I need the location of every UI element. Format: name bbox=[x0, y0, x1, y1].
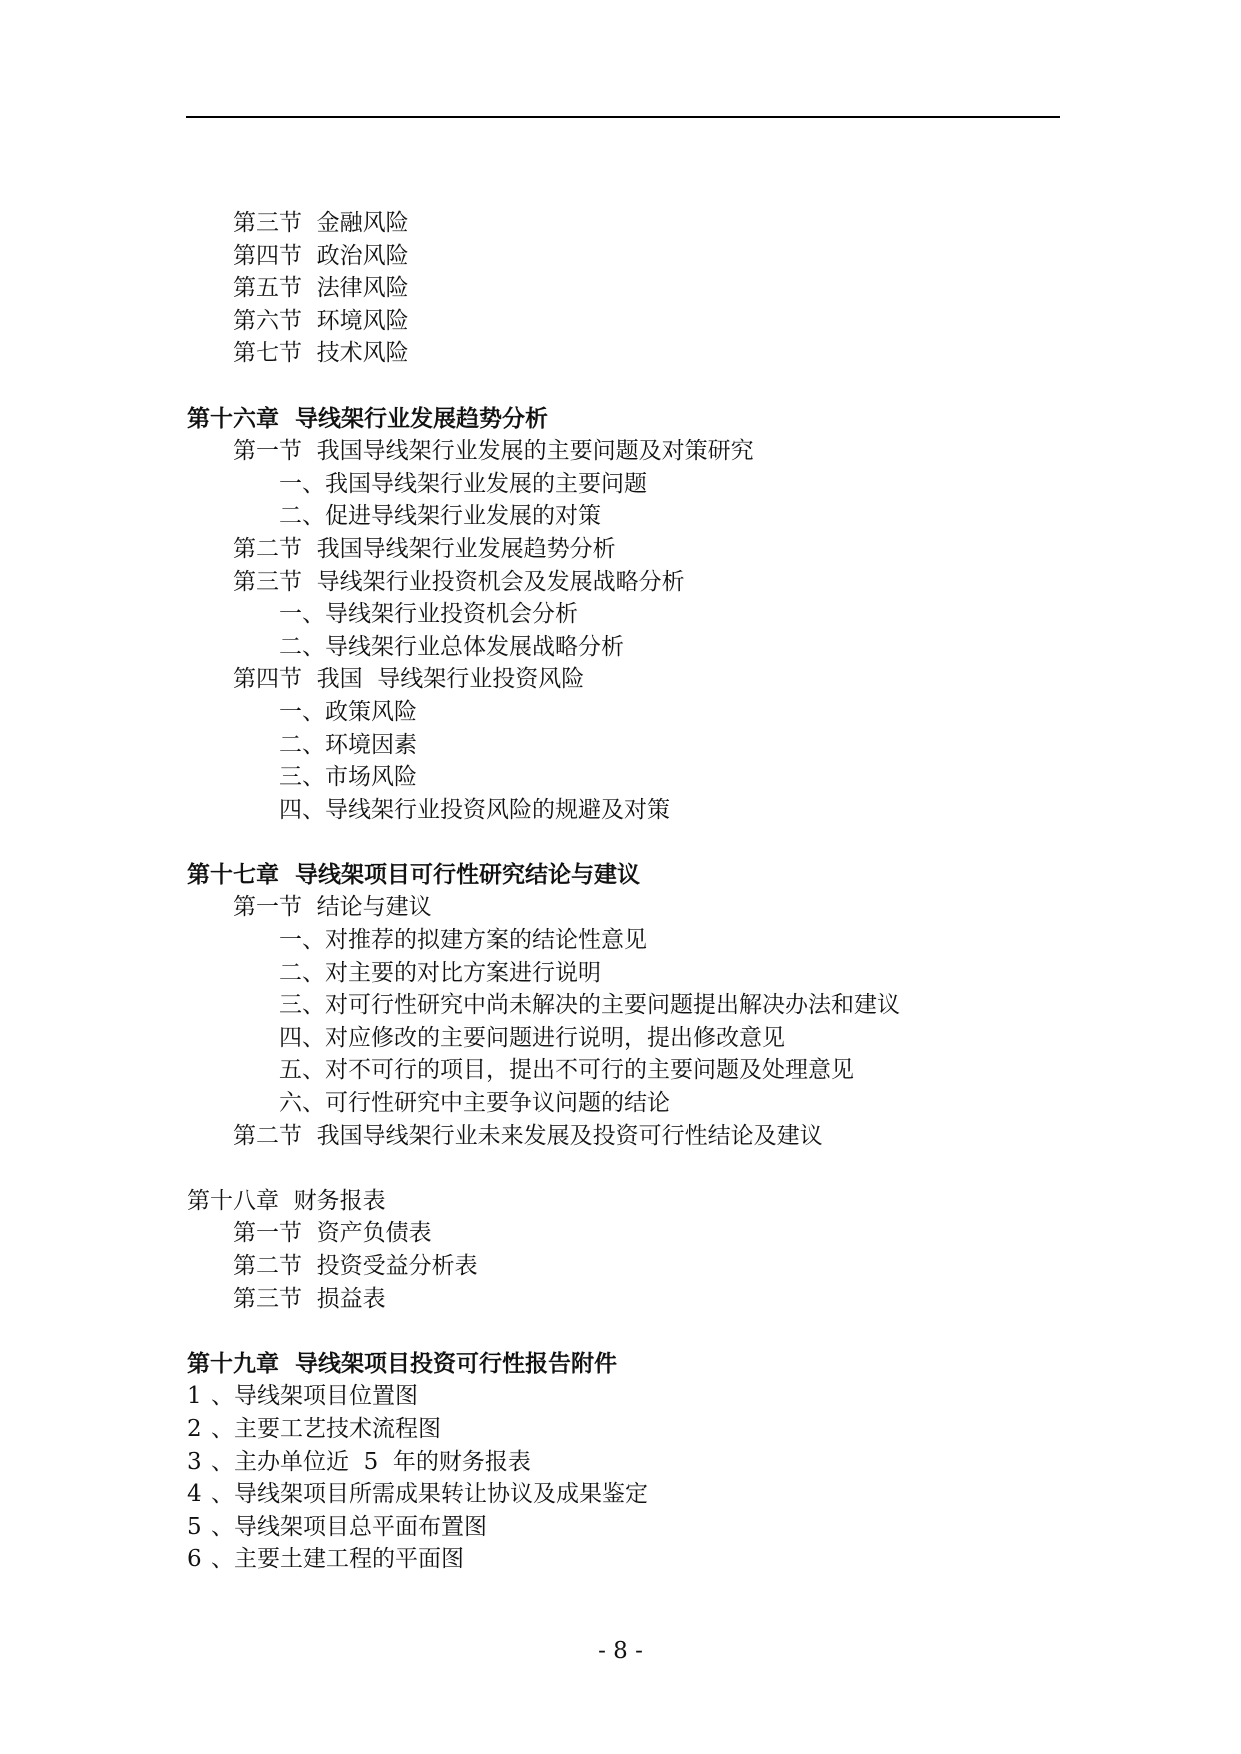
toc-item: 二、促进导线架行业发展的对策 bbox=[279, 503, 601, 530]
appendix-number: 1 bbox=[187, 1383, 202, 1410]
toc-section: 第三节 金融风险 bbox=[233, 210, 409, 236]
toc-item: 三、市场风险 bbox=[279, 764, 417, 791]
toc-appendix-item bbox=[187, 1413, 1057, 1446]
toc-appendix-item bbox=[187, 1511, 1057, 1544]
appendix-text: 、主要工艺技术流程图 bbox=[211, 1415, 441, 1442]
toc-item: 四、对应修改的主要问题进行说明，提出修改意见 bbox=[279, 1024, 785, 1051]
appendix-text: 、导线架项目总平面布置图 bbox=[211, 1513, 487, 1540]
appendix-text: 、导线架项目位置图 bbox=[211, 1383, 418, 1410]
toc-appendix-item bbox=[187, 1543, 1057, 1576]
toc-item: 五、对不可行的项目，提出不可行的主要问题及处理意见 bbox=[279, 1057, 854, 1084]
table-of-contents bbox=[187, 207, 1057, 1576]
toc-appendix-item bbox=[187, 1380, 1057, 1413]
toc-section: 第七节 技术风险 bbox=[233, 340, 409, 367]
toc-item: 三、对可行性研究中尚未解决的主要问题提出解决办法和建议 bbox=[279, 992, 900, 1019]
toc-item: 六、可行性研究中主要争议问题的结论 bbox=[279, 1090, 670, 1117]
appendix-text: 、导线架项目所需成果转让协议及成果鉴定 bbox=[211, 1481, 648, 1508]
toc-item: 一、导线架行业投资机会分析 bbox=[279, 601, 578, 628]
toc-section: 第二节 投资受益分析表 bbox=[233, 1253, 478, 1279]
toc-chapter-16: 第十六章 导线架行业发展趋势分析 bbox=[187, 404, 549, 432]
appendix-number: 6 bbox=[187, 1546, 202, 1573]
toc-section: 第四节 政治风险 bbox=[233, 242, 409, 269]
toc-item: 一、对推荐的拟建方案的结论性意见 bbox=[279, 927, 647, 954]
toc-item: 二、对主要的对比方案进行说明 bbox=[279, 959, 601, 986]
appendix-number: 2 bbox=[187, 1415, 202, 1442]
toc-item: 四、导线架行业投资风险的规避及对策 bbox=[279, 796, 670, 823]
appendix-text: 、主要土建工程的平面图 bbox=[211, 1546, 464, 1573]
appendix-number: 3 bbox=[187, 1448, 202, 1475]
appendix-number: 5 bbox=[187, 1513, 202, 1540]
toc-section: 第三节 导线架行业投资机会及发展战略分析 bbox=[233, 568, 685, 595]
toc-section: 第一节 我国导线架行业发展的主要问题及对策研究 bbox=[233, 438, 754, 465]
toc-section: 第一节 资产负债表 bbox=[233, 1220, 432, 1247]
toc-item: 一、政策风险 bbox=[279, 698, 417, 725]
toc-section: 第二节 我国导线架行业发展趋势分析 bbox=[233, 535, 616, 562]
toc-item: 一、我国导线架行业发展的主要问题 bbox=[279, 470, 647, 497]
page-number: - 8 - bbox=[598, 1638, 643, 1664]
toc-appendix-item bbox=[187, 1446, 1057, 1479]
toc-item: 二、导线架行业总体发展战略分析 bbox=[279, 633, 624, 660]
toc-chapter-18: 第十八章 财务报表 bbox=[187, 1187, 386, 1214]
header-rule bbox=[186, 116, 1060, 118]
toc-section: 第五节 法律风险 bbox=[233, 275, 409, 302]
toc-chapter-19: 第十九章 导线架项目投资可行性报告附件 bbox=[187, 1349, 618, 1377]
toc-section: 第六节 环境风险 bbox=[233, 307, 409, 334]
toc-section: 第二节 我国导线架行业未来发展及投资可行性结论及建议 bbox=[233, 1122, 823, 1149]
toc-section: 第一节 结论与建议 bbox=[233, 894, 432, 921]
toc-chapter-17: 第十七章 导线架项目可行性研究结论与建议 bbox=[187, 860, 641, 888]
appendix-number: 4 bbox=[187, 1481, 202, 1508]
toc-section: 第四节 我国 导线架行业投资风险 bbox=[233, 666, 585, 693]
toc-item: 二、环境因素 bbox=[279, 731, 417, 758]
toc-appendix-item bbox=[187, 1478, 1057, 1511]
appendix-text: 、主办单位近 5 年的财务报表 bbox=[211, 1448, 531, 1475]
toc-section: 第三节 损益表 bbox=[233, 1285, 386, 1312]
